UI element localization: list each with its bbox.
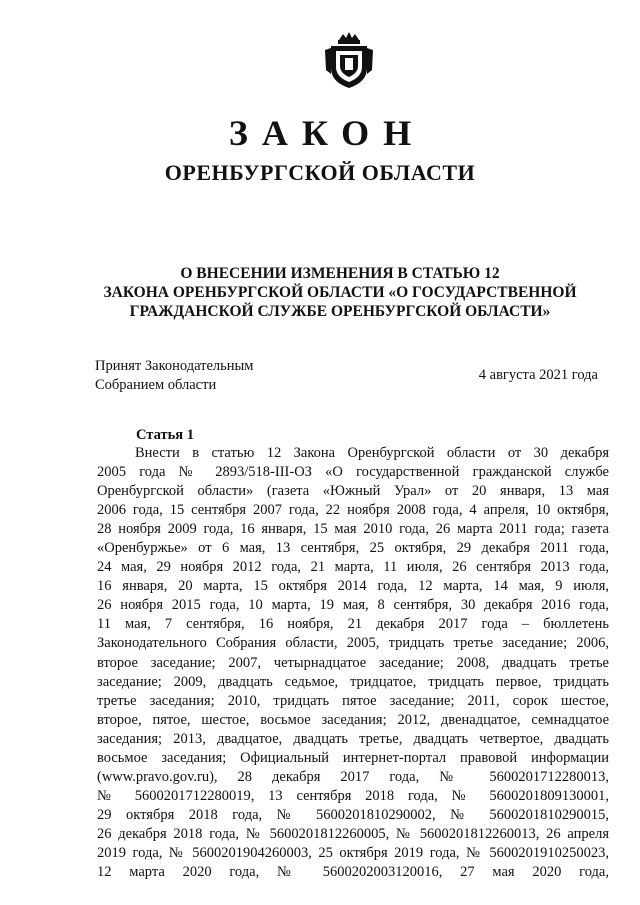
body-line: Законодательного Собрания области, 2005, тридцать третье заседание; 2006, [97,635,609,652]
body-line: 16 января, 20 марта, 15 октября 2014 года, 12 марта, 14 мая, 9 июля, [97,578,609,595]
body-line: Внести в статью 12 Закона Оренбургской области от 30 декабря [135,445,609,461]
adoption-date: 4 августа 2021 года [478,367,598,383]
body-line: 11 мая, 7 сентября, 16 ноября, 21 декабря 2017 года – бюллетень [97,616,609,633]
body-line: второе заседание; 2007, четырнадцатое заседание; 2008, двадцать третье [97,654,609,671]
body-line: заседание; 2009, двадцать седьмое, тридцатое, тридцать первое, тридцать [97,673,609,690]
accepted-by [95,357,253,395]
body-line: «Оренбуржье» от 6 мая, 13 сентября, 25 октября, 29 декабря 2011 года, [97,540,609,557]
body-line: 2006 года, 15 сентября 2007 года, 22 ноября 2008 года, 4 апреля, 10 октября, [97,502,609,519]
accepted-line: Принят Законодательным [95,358,254,374]
region-subtitle: ОРЕНБУРГСКОЙ ОБЛАСТИ [164,160,476,185]
heading-line: ЗАКОНА ОРЕНБУРГСКОЙ ОБЛАСТИ «О ГОСУДАРСТВЕННОЙ [103,284,577,301]
body-line: 26 ноября 2015 года, 10 марта, 19 мая, 8 сентября, 30 декабря 2016 года, [97,597,609,614]
body-line: второе, пятое, шестое, восьмое заседания; 2012, двенадцатое, семнадцатое [97,711,609,728]
law-heading [80,264,600,321]
heading-line: О ВНЕСЕНИИ ИЗМЕНЕНИЯ В СТАТЬЮ 12 [180,265,500,282]
body-line: 2019 года, № 5600201904260003, 25 октября 2019 года, № 5600201910250023, [97,844,609,861]
coat-of-arms-emblem [323,30,375,90]
heading-line: ГРАЖДАНСКОЙ СЛУЖБЕ ОРЕНБУРГСКОЙ ОБЛАСТИ» [129,303,551,320]
body-line: 24 мая, 29 ноября 2012 года, 21 марта, 11 июля, 26 сентября 2013 года, [97,559,609,576]
article-body [97,444,609,882]
body-line: 26 декабря 2018 года, № 5600201812260005, № 5600201812260013, 26 апреля [97,825,609,842]
body-line: 29 октября 2018 года, № 5600201810290002, № 5600201810290015, [97,806,609,823]
accepted-line: Собранием области [95,377,217,393]
body-line: № 5600201712280019, 13 сентября 2018 года, № 5600201809130001, [97,787,609,804]
body-line: (www.pravo.gov.ru), 28 декабря 2017 года, № 5600201712280013, [97,768,609,785]
body-line: Оренбургской области» (газета «Южный Урал» от 20 января, 13 мая [97,483,609,500]
body-line: 2005 года № 2893/518-III-ОЗ «О государственной гражданской службе [97,464,609,481]
article-title: Статья 1 [136,427,194,443]
body-line: 12 марта 2020 года, № 5600202003120016, 27 мая 2020 года, [97,864,609,881]
body-line: третье заседания; 2010, тридцать пятое заседание; 2011, сорок шестое, [97,692,609,709]
body-line: восьмое заседания; Официальный интернет-портал правовой информации [97,749,609,766]
body-line: 28 ноября 2009 года, 16 января, 15 мая 2010 года, 26 марта 2011 года; газета [97,521,609,538]
law-title: ЗАКОН [228,113,426,153]
body-line: заседания; 2013, двадцатое, двадцать третье, двадцать четвертое, двадцать [97,730,609,747]
